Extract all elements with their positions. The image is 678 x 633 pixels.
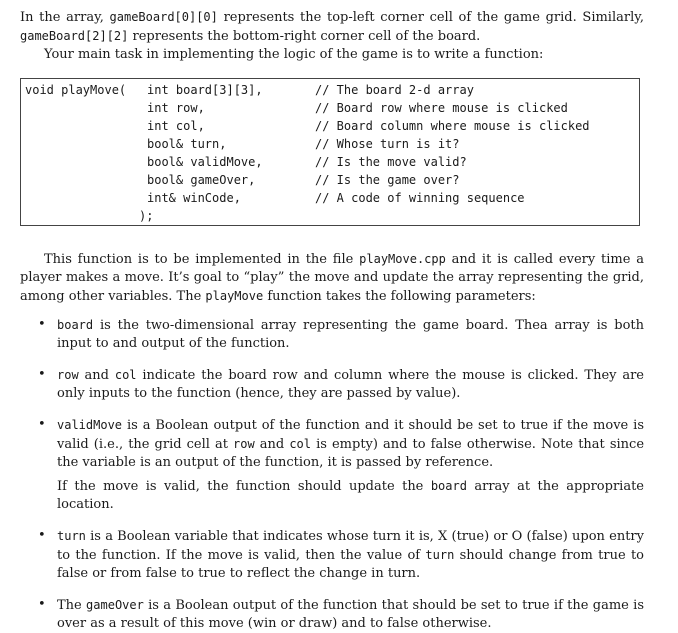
file-name: playMove.cpp xyxy=(359,252,446,266)
list-item: • board is the two-dimensional array representing the game board. Thea array is both input to and output of the function. xyxy=(38,317,644,351)
intro-paragraph xyxy=(20,8,644,64)
list-subparagraph: If the move is valid, the function should update the board array at the appropriate location. xyxy=(57,479,644,512)
code-top-left: gameBoard[0][0] xyxy=(109,10,218,24)
function-description: This function is to be implemented in the file playMove.cpp and it is called every time a player makes a move. It’s goal to “play” the move and update the array representing the grid, among other variables. The playMove function takes the following parameters: xyxy=(20,252,644,304)
intro-text: In the array, gameBoard[0][0] represents the top-left corner cell of the game grid. Similarly, gameBoard[2][2] represents the bottom-right corner cell of the board. xyxy=(20,10,644,44)
intro-task: Your main task in implementing the logic of the game is to write a function: xyxy=(44,47,544,62)
list-item: • The gameOver is a Boolean output of the function that should be set to true if the game is over as a result of this move (win or draw) and to false otherwise. xyxy=(38,597,644,631)
code-bottom-right: gameBoard[2][2] xyxy=(20,29,129,43)
bullet-icon: • xyxy=(38,597,46,612)
bullet-icon: • xyxy=(38,528,46,543)
list-item: • row and col indicate the board row and column where the mouse is clicked. They are only inputs to the function (hence, they are passed by value). xyxy=(38,367,644,401)
bullet-icon: • xyxy=(38,317,46,332)
list-item: • turn is a Boolean variable that indicates whose turn it is, X (true) or O (false) upon entry to the function. If the move is valid, then the value of turn should change from true to false or from false to true to reflect the change in turn. xyxy=(38,528,644,581)
code-params: int board[3][3], int row, int col, bool& turn, bool& validMove, bool& gameOver, int& winCode, ); xyxy=(139,83,263,223)
code-comments: // The board 2-d array // Board row where mouse is clicked // Board column where mouse is clicked // Whose turn is it? // Is the move valid? // Is the game over? // A code of winning sequence xyxy=(315,83,590,205)
bullet-icon: • xyxy=(38,417,46,432)
function-name: playMove xyxy=(205,289,264,303)
code-signature: void playMove( xyxy=(25,83,127,97)
list-item: • validMove is a Boolean output of the function and it should be set to true if the move is valid (i.e., the grid cell at row and col is empty) and to false otherwise. Note that since the variable is an output of the function, it is passed by reference. If the move is valid, the function should update the board array at the appropriate location. xyxy=(38,417,645,512)
parameter-list xyxy=(38,316,644,633)
code-listing xyxy=(20,78,640,226)
bullet-icon: • xyxy=(38,367,46,382)
